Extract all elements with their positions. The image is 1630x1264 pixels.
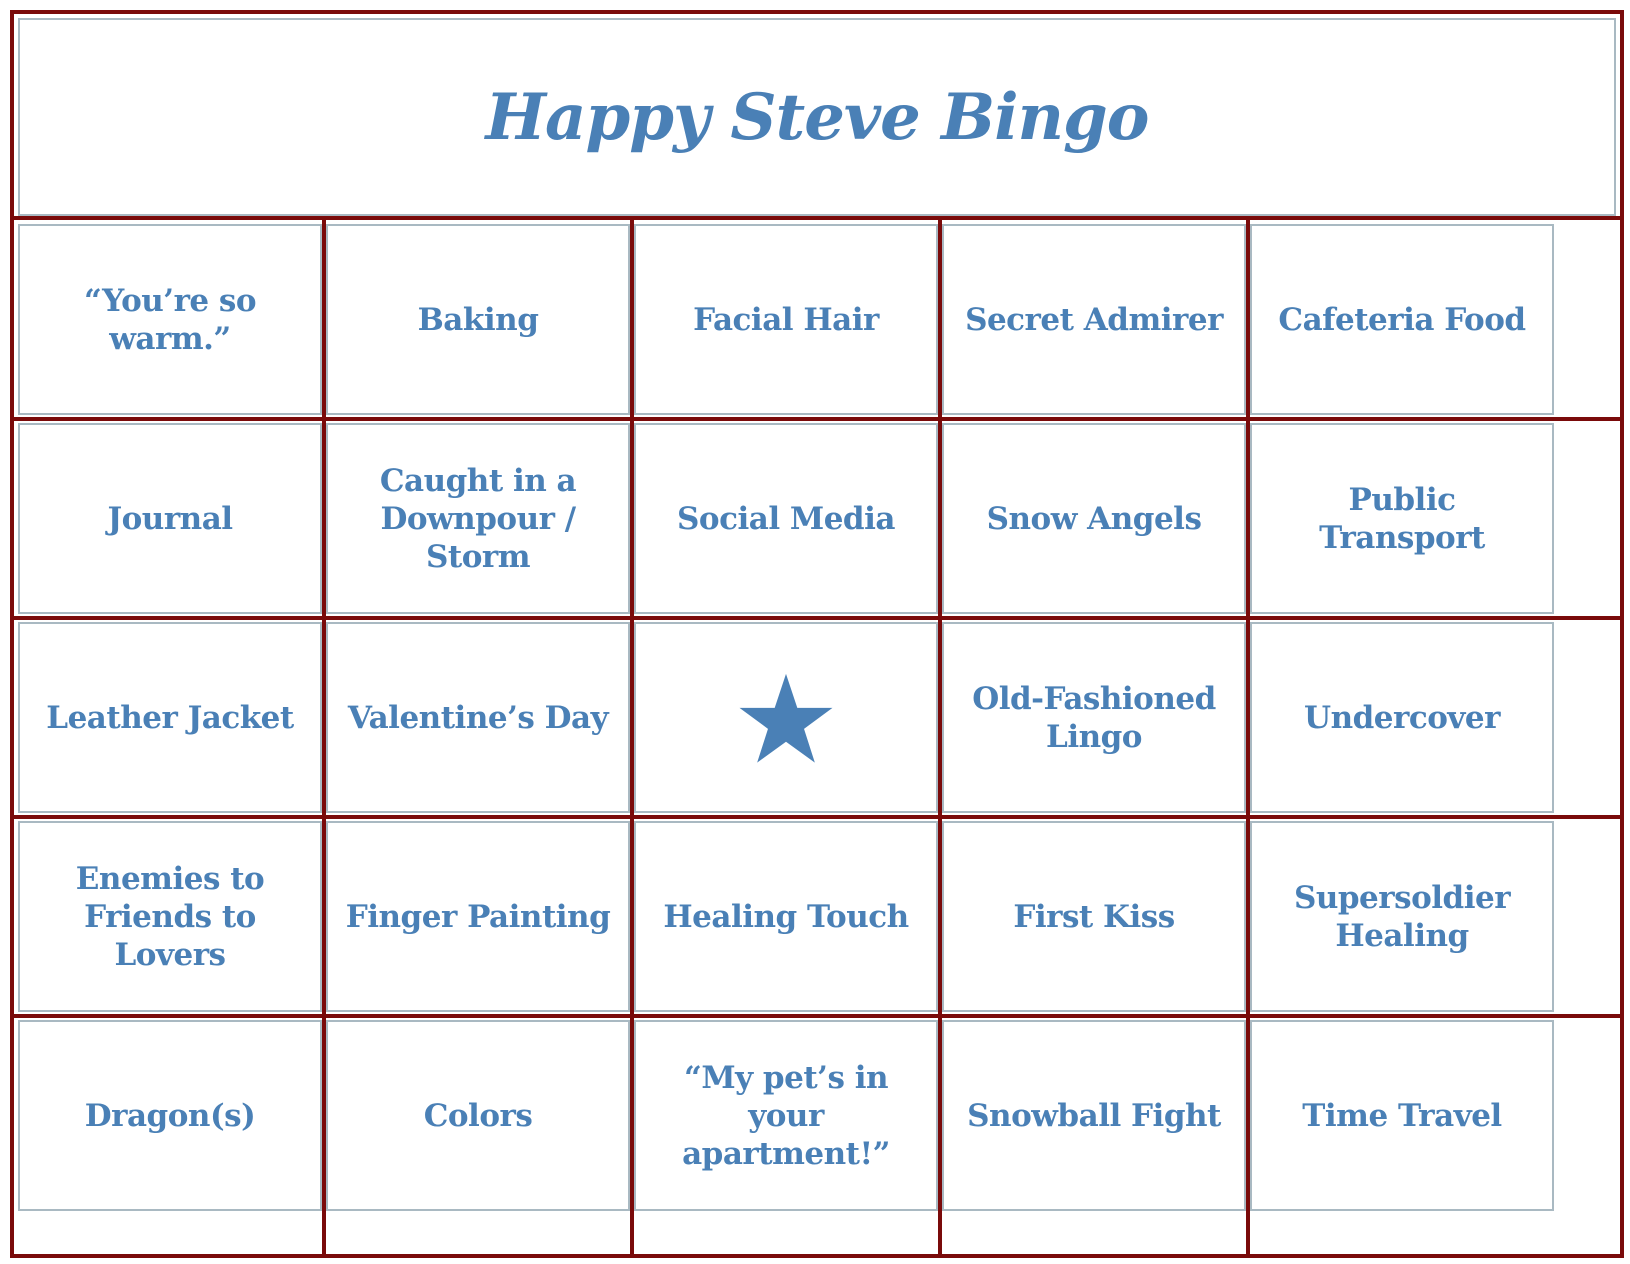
cell-label: Journal [107,500,233,537]
bingo-cell[interactable] [634,423,938,614]
bingo-cell[interactable] [942,423,1246,614]
cell-label: Supersoldier Healing [1293,879,1511,954]
cell-label: Colors [423,1097,533,1134]
bingo-cell[interactable] [18,821,322,1012]
bingo-cell[interactable] [1250,1020,1554,1211]
grid-line [630,220,634,1254]
bingo-board [10,10,1624,1258]
cell-label: Old-Fashioned Lingo [972,680,1216,755]
bingo-cell[interactable] [942,622,1246,813]
cell-label: Healing Touch [663,898,909,935]
grid-line [322,220,326,1254]
cell-label: Valentine’s Day [347,699,609,736]
cell-label: Enemies to Friends to Lovers [75,860,265,973]
bingo-cell[interactable] [942,821,1246,1012]
bingo-cell[interactable] [1250,224,1554,415]
cell-label: Finger Painting [345,898,611,935]
cell-label: Leather Jacket [46,699,294,736]
cell-label: Baking [417,301,539,338]
bingo-cell[interactable] [18,1020,322,1211]
bingo-cell[interactable] [1250,423,1554,614]
bingo-cell[interactable] [326,622,630,813]
bingo-cell[interactable] [326,1020,630,1211]
bingo-cell[interactable] [326,224,630,415]
bingo-grid [14,220,1620,1254]
cell-label: “My pet’s in your apartment!” [682,1059,890,1172]
cell-label: Dragon(s) [84,1097,256,1134]
cell-label: Secret Admirer [965,301,1223,338]
cell-label: Undercover [1304,699,1500,736]
title-box [18,18,1616,216]
cell-label: Public Transport [1319,481,1485,556]
grid-line [14,1014,1620,1018]
cell-label: Snowball Fight [967,1097,1221,1134]
bingo-cell[interactable] [634,224,938,415]
cell-label: First Kiss [1013,898,1175,935]
bingo-cell[interactable] [18,622,322,813]
cell-label: Facial Hair [693,301,879,338]
bingo-cell[interactable] [1250,622,1554,813]
cell-label: “You’re so warm.” [83,282,257,357]
grid-line [14,417,1620,421]
grid-line [938,220,942,1254]
grid-line [1246,220,1250,1254]
bingo-cell[interactable] [634,1020,938,1211]
bingo-cell[interactable] [326,821,630,1012]
page-title: Happy Steve Bingo [485,79,1149,155]
bingo-cell[interactable] [942,1020,1246,1211]
star-icon [738,672,834,764]
bingo-cell[interactable] [18,224,322,415]
bingo-cell[interactable] [1250,821,1554,1012]
bingo-cell[interactable] [18,423,322,614]
cell-label: Cafeteria Food [1278,301,1526,338]
grid-line [14,616,1620,620]
grid-line [14,815,1620,819]
bingo-cell[interactable] [326,423,630,614]
bingo-cell[interactable] [942,224,1246,415]
bingo-cell[interactable] [634,821,938,1012]
cell-label: Snow Angels [986,500,1202,537]
cell-label: Time Travel [1302,1097,1502,1134]
free-space-cell[interactable] [634,622,938,813]
cell-label: Caught in a Downpour / Storm [379,462,577,575]
cell-label: Social Media [677,500,895,537]
